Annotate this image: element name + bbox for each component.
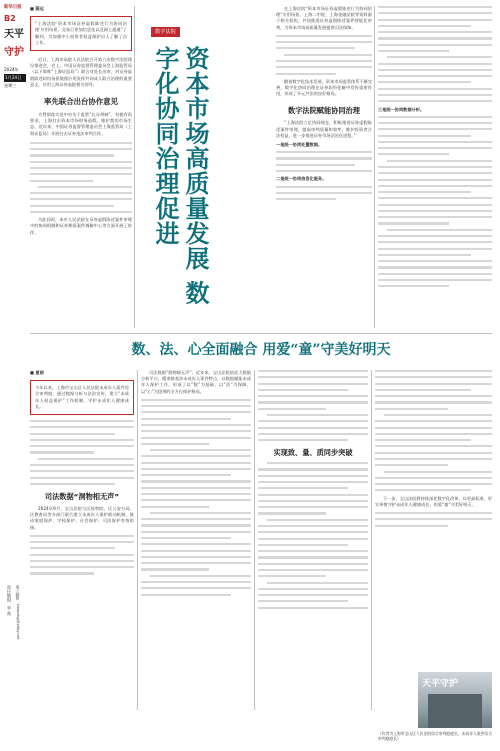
bottom-body-3: 下一步，宝山法院将持续深化数字化改革，以更高标准、更实举措守护未成年人健康成长，用爱“童”守美好明天。 xyxy=(375,495,492,507)
footer-editor xyxy=(6,585,16,735)
mid-body: 在上海法院“资本市场证券虚假陈述行为协同治理”应用场景，上海二中院、上海金融法院等资料源于相关机构，共同推进证券虚假陈述案件智能化审判，为资本市场高质量发展提供司法保障。 xyxy=(276,6,372,30)
bottom-col-1-lines xyxy=(30,420,134,485)
bottom-body-2: 2024年9月，宝山法院与区检察院、区公安分局、区教育局等多部门联合建立未成年人保护联动机制，推动家庭保护、学校保护、社会保护、司法保护有效衔接。 xyxy=(30,505,134,530)
footer-email xyxy=(16,585,26,735)
left-sub-1-foot: 为此同时，本市人民法院在证券虚假陈述案件审理中的协同机制和证券期货案件调解中心等方面开展了协作。 xyxy=(30,217,132,235)
bottom-col-4-lines-2 xyxy=(375,512,492,527)
column-divider-5 xyxy=(371,370,372,710)
banner-headline-text: 数、法、心全面融合 用爱“童”守美好明天 xyxy=(131,342,391,358)
bottom-subhead-1: 司法数据“洞物相无声” xyxy=(44,491,120,501)
column-title-2: 守护 xyxy=(4,47,24,58)
banner-headline xyxy=(30,340,492,360)
issue-weekday: 星期三 xyxy=(4,83,17,88)
photo-label: 天平守护 xyxy=(422,679,459,689)
paper-name: 新华日报 xyxy=(4,5,22,10)
bottom-lead-box xyxy=(30,380,134,415)
photo-building-shape xyxy=(428,694,482,728)
column-title-1: 天平 xyxy=(4,29,24,40)
lead-badge xyxy=(151,18,180,37)
photo-caption-text: （作者为上海市宝山区人民法院综合审判庭庭长、未成年人案件综合审判庭庭长） xyxy=(378,731,492,741)
mid-point-1: 一是统一协同处置数据。 xyxy=(276,142,323,147)
right-body-lines-2 xyxy=(378,116,492,288)
mid-point-2: 二是统一协同信息化服务。 xyxy=(276,176,327,182)
column-divider-3 xyxy=(137,370,138,710)
column-divider-1 xyxy=(134,6,135,328)
bottom-col-2 xyxy=(141,370,251,710)
bottom-col-4-lines xyxy=(375,370,492,491)
column-photo xyxy=(418,672,492,728)
bottom-col-1 xyxy=(30,370,134,710)
bottom-col-4 xyxy=(375,370,492,670)
lead-badge-label: 数字法院 xyxy=(151,27,180,37)
mid-sub-2-body: “上海法院立足协同理念，积极推进证券虚假陈述案件审理，提高审判质量和效率，维护投资者合法权益，进一步推进证券市场法治化进程。” xyxy=(276,120,372,138)
headline xyxy=(150,46,268,316)
mid-body-2: 随着数字化技术发展，资本市场监管体系不断完善，数字化协同治理在证券纠纷化解中发挥重要作用，形成了多元共治的良好格局。 xyxy=(276,78,372,97)
mid-point-3: 三是统一协同数据分析。 xyxy=(378,106,425,112)
left-lead-box xyxy=(30,16,132,51)
bottom-subhead-2: 实现致、量、质同步突破 xyxy=(273,448,353,458)
section-rule xyxy=(30,333,492,334)
bottom-col-3 xyxy=(258,370,368,710)
left-lead: “上海法院‘资本市场证券虚假陈述行为协同治理’应用场景，交易日更加信息化以及网上通通”了解到，为加强中小投资者权益保护出人了解了自工作。 xyxy=(35,21,127,45)
left-subhead-1: 率先联合出台协作意见 xyxy=(44,97,118,107)
footer-editor-text: 责任编辑：李 燕 xyxy=(7,585,12,616)
photo-caption xyxy=(378,731,492,741)
masthead xyxy=(4,4,26,124)
bottom-intro: 今年以来，上海市宝山区人民法院未成年人案件综合审判庭，通过数据分析与法治宣传，建立“未成年人权益保护”工作机制，守护未成年人健康成长。 xyxy=(35,385,129,409)
left-kicker: ■ 圆远 xyxy=(30,6,44,11)
banner-left-kicker: ■ 夏丽 xyxy=(30,370,44,375)
bottom-col-2-lines xyxy=(141,399,251,596)
right-body-lines-1 xyxy=(378,6,492,102)
mid-subhead: 数字法院赋能协同治理 xyxy=(288,106,360,116)
mid-article xyxy=(276,6,372,326)
left-body-lines xyxy=(30,142,132,213)
right-article xyxy=(378,6,492,326)
mid-body-lines-3 xyxy=(276,186,372,201)
footer-email-text: 电子邮箱：tianping@xhby.net xyxy=(16,585,21,640)
bottom-col-3-lines xyxy=(258,370,368,441)
column-divider-2 xyxy=(374,6,375,328)
bottom-col-3-lines-2 xyxy=(258,462,368,609)
left-body: 近日，上海市高院人民法院召开第六次数字法院建设推进会，会上，中国证券监督管理委员会上海监管局（以下简称“上海证监局”）联合对处长出审，对证券虚假陈述纠纷场景数据应用发挥共同成人联合治理的重要意义，应用上海证券高院相关领导。 xyxy=(30,57,132,87)
mid-body-lines-2 xyxy=(276,151,372,172)
column-divider-4 xyxy=(254,370,255,710)
page-code: B2 xyxy=(4,14,16,23)
issue-day: 1月24日 xyxy=(4,74,26,82)
bottom-body: 司法数据“润物细无声”。近年来，宝山法院依托大数据分析平台，精准排查涉未成年人案件特点，以数据赋能未成年人保护工作，形成了以“数”为基础、以“法”为保障、以“心”为纽带的全方位保护格局。 xyxy=(141,370,251,394)
left-sub-1-body: 为贯彻落实党中央关于监管“长牙带刺”、有棱有角要求，上海打击资本市场财务造假，维护我的市场生态，近年来，中国证券监督管理委员会上海监管局（上海证监局）开展打击证券违法审判合作。 xyxy=(30,112,132,136)
issue-year: 2024年 xyxy=(4,67,19,72)
mid-body-lines-1 xyxy=(276,35,372,75)
bottom-col-1-lines-2 xyxy=(30,535,134,575)
headline-text: 资本市场高质量发展 数字化协同治理促进 xyxy=(151,46,210,306)
